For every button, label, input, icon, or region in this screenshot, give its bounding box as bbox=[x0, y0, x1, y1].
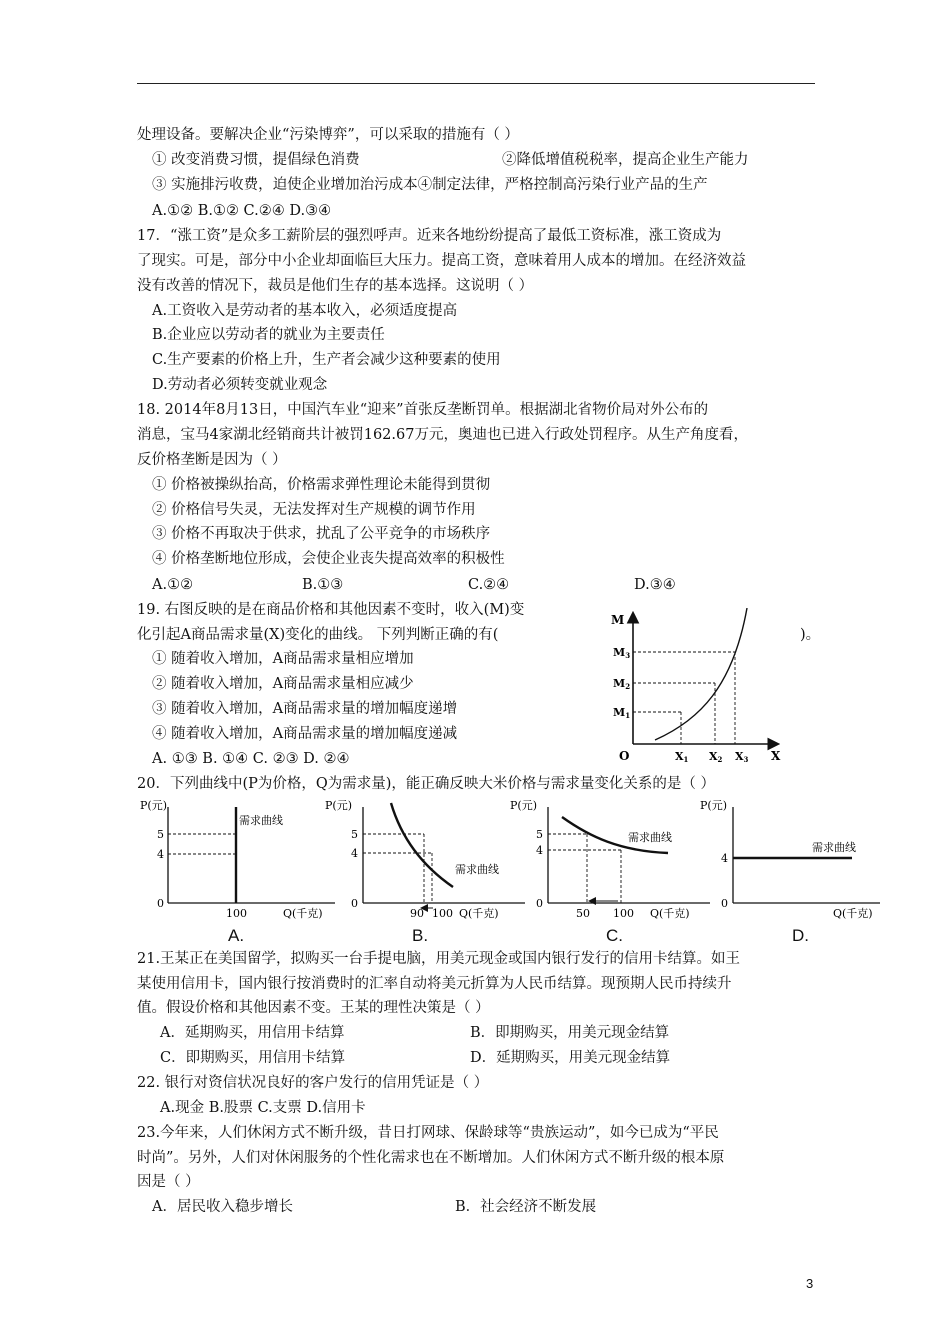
q17-option-d: D.劳动者必须转变就业观念 bbox=[152, 377, 328, 393]
graph-d-p-label: P(元) bbox=[700, 799, 727, 812]
q23-option-b: B．社会经济不断发展 bbox=[455, 1199, 597, 1215]
q19-opt1: ① 随着收入增加，A商品需求量相应增加 bbox=[152, 651, 414, 667]
graph-d-curve-label: 需求曲线 bbox=[812, 841, 856, 854]
q22-line: 22. 银行对资信状况良好的客户发行的信用凭证是（ ） bbox=[137, 1075, 489, 1091]
q21-option-c: C．即期购买，用信用卡结算 bbox=[160, 1050, 346, 1066]
graph-c-tick-100: 100 bbox=[613, 907, 634, 920]
x2-label: X2 bbox=[709, 750, 723, 764]
q21-line2: 某使用信用卡，国内银行按消费时的汇率自动将美元折算为人民币结算。现预期人民币持续升 bbox=[137, 976, 732, 992]
m3-label: M3 bbox=[613, 646, 631, 660]
graph-c bbox=[510, 797, 710, 925]
graph-c-tick-50: 50 bbox=[576, 907, 590, 920]
page-number: 3 bbox=[806, 1276, 814, 1291]
q18-line2: 消息，宝马4家湖北经销商共计被罚162.67万元，奥迪也已进入行政处罚程序。从生产角度看， bbox=[137, 427, 748, 443]
q23-option-a: A．居民收入稳步增长 bbox=[152, 1199, 293, 1215]
q19-line2: 化引起A商品需求量(X)变化的曲线。 下列判断正确的有( bbox=[137, 627, 499, 643]
graph-c-p-label: P(元) bbox=[510, 799, 537, 812]
graph-c-q-label: Q(千克) bbox=[650, 907, 690, 920]
q18-opt3: ③ 价格不再取决于供求，扰乱了公平竞争的市场秩序 bbox=[152, 526, 491, 542]
graph-d-q-label: Q(千克) bbox=[833, 907, 873, 920]
graph-c-label: C. bbox=[606, 926, 623, 945]
graph-b-origin: 0 bbox=[351, 897, 358, 910]
q18-line3: 反价格垄断是因为（ ） bbox=[137, 452, 287, 468]
q18-opt1: ① 价格被操纵抬高，价格需求弹性理论未能得到贯彻 bbox=[152, 477, 491, 493]
q19-line2-end: )。 bbox=[800, 627, 821, 643]
q21-option-a: A．延期购买，用信用卡结算 bbox=[160, 1025, 345, 1041]
m1-label: M1 bbox=[613, 706, 631, 720]
q21-line3: 值。假设价格和其他因素不变。王某的理性决策是（ ） bbox=[137, 1000, 490, 1016]
graph-b-tick-4: 4 bbox=[351, 847, 358, 860]
q21-line1: 21.王某正在美国留学，拟购买一台手提电脑，用美元现金或国内银行发行的信用卡结算。如王 bbox=[137, 951, 741, 967]
graph-a-label: A. bbox=[228, 926, 245, 945]
q19-opt2: ② 随着收入增加，A商品需求量相应减少 bbox=[152, 676, 414, 692]
m2-label: M2 bbox=[613, 677, 631, 691]
q20-line: 20．下列曲线中(P为价格，Q为需求量)，能正确反映大米价格与需求量变化关系的是（ ） bbox=[137, 776, 716, 792]
q16-opt2: ②降低增值税税率，提高企业生产能力 bbox=[502, 152, 749, 168]
demand-curve bbox=[655, 608, 747, 740]
graph-b-tick-90: 90 bbox=[410, 907, 424, 920]
x1-label: X1 bbox=[675, 750, 689, 764]
q19-answers: A. ①③ B. ①④ C. ②③ D. ②④ bbox=[152, 751, 350, 767]
graph-b-tick-100: 100 bbox=[432, 907, 453, 920]
q18-answer-b: B.①③ bbox=[302, 577, 344, 593]
q19-opt4: ④ 随着收入增加，A商品需求量的增加幅度递减 bbox=[152, 726, 458, 742]
graph-a-q-label: Q(千克) bbox=[283, 907, 323, 920]
q17-line2: 了现实。可是，部分中小企业却面临巨大压力。提高工资，意味着用人成本的增加。在经济效益 bbox=[137, 253, 746, 269]
graph-c-origin: 0 bbox=[536, 897, 543, 910]
q17-option-b: B.企业应以劳动者的就业为主要责任 bbox=[152, 327, 385, 343]
q17-line3: 没有改善的情况下，裁员是他们生存的基本选择。这说明（ ） bbox=[137, 278, 534, 294]
graph-a-tick-100: 100 bbox=[226, 907, 247, 920]
x3-label: X3 bbox=[735, 750, 749, 764]
q18-answer-a: A.①② bbox=[152, 577, 194, 593]
q23-line3: 因是（ ） bbox=[137, 1174, 200, 1190]
q23-line2: 时尚”。另外，人们对休闲服务的个性化需求也在不断增加。人们休闲方式不断升级的根本原 bbox=[137, 1150, 725, 1166]
graph-b-curve-label: 需求曲线 bbox=[455, 863, 499, 876]
header-rule bbox=[137, 83, 815, 84]
q18-line1: 18. 2014年8月13日，中国汽车业“迎来”首张反垄断罚单。根据湖北省物价局对外公布的 bbox=[137, 402, 709, 418]
graph-b-q-label: Q(千克) bbox=[459, 907, 499, 920]
graph-a-tick-4: 4 bbox=[157, 848, 164, 861]
graph-b-label: B. bbox=[412, 926, 429, 945]
q23-line1: 23.今年来，人们休闲方式不断升级，昔日打网球、保龄球等“贵族运动”，如今已成为“平民 bbox=[137, 1125, 719, 1141]
graph-d bbox=[700, 797, 885, 925]
q18-opt2: ② 价格信号失灵，无法发挥对生产规模的调节作用 bbox=[152, 502, 476, 518]
q16-tail: 处理设备。要解决企业“污染博弈”，可以采取的措施有（ ） bbox=[137, 127, 519, 143]
graph-b bbox=[325, 797, 525, 925]
graph-d-origin: 0 bbox=[721, 897, 728, 910]
q16-opt1: ① 改变消费习惯，提倡绿色消费 bbox=[152, 152, 360, 168]
q17-option-a: A.工资收入是劳动者的基本收入，必须适度提高 bbox=[152, 303, 458, 319]
q21-option-d: D．延期购买，用美元现金结算 bbox=[470, 1050, 671, 1066]
origin-label: O bbox=[619, 749, 630, 763]
x-axis-label: X bbox=[771, 749, 781, 763]
q16-answers: A.①② B.①② C.②④ D.③④ bbox=[152, 203, 332, 219]
q18-answer-c: C.②④ bbox=[468, 577, 510, 593]
q18-opt4: ④ 价格垄断地位形成，会使企业丧失提高效率的积极性 bbox=[152, 551, 505, 567]
q21-option-b: B．即期购买，用美元现金结算 bbox=[470, 1025, 670, 1041]
q19-line1: 19. 右图反映的是在商品价格和其他因素不变时，收入(M)变 bbox=[137, 602, 525, 618]
graph-d-label: D. bbox=[792, 926, 809, 945]
graph-c-tick-4: 4 bbox=[536, 844, 543, 857]
income-demand-chart bbox=[605, 608, 790, 766]
q17-option-c: C.生产要素的价格上升，生产者会减少这种要素的使用 bbox=[152, 352, 501, 368]
y-axis-label: M bbox=[611, 613, 625, 627]
graph-a bbox=[140, 797, 340, 925]
q19-opt3: ③ 随着收入增加，A商品需求量的增加幅度递增 bbox=[152, 701, 458, 717]
graph-a-curve-label: 需求曲线 bbox=[239, 814, 283, 827]
graph-c-tick-5: 5 bbox=[536, 828, 543, 841]
q18-answer-d: D.③④ bbox=[634, 577, 676, 593]
graph-a-tick-5: 5 bbox=[157, 828, 164, 841]
graph-b-p-label: P(元) bbox=[325, 799, 352, 812]
graph-a-origin: 0 bbox=[157, 897, 164, 910]
graph-a-p-label: P(元) bbox=[140, 799, 167, 812]
q22-answers: A.现金 B.股票 C.支票 D.信用卡 bbox=[160, 1100, 366, 1116]
graph-c-curve-label: 需求曲线 bbox=[628, 831, 672, 844]
graph-d-tick-4: 4 bbox=[721, 852, 728, 865]
graph-b-tick-5: 5 bbox=[351, 828, 358, 841]
graph-b-demand-curve bbox=[391, 803, 453, 887]
q16-opt34: ③ 实施排污收费，迫使企业增加治污成本④制定法律，严格控制高污染行业产品的生产 bbox=[152, 177, 708, 193]
q17-line1: 17．“涨工资”是众多工薪阶层的强烈呼声。近来各地纷纷提高了最低工资标准，涨工资成为 bbox=[137, 228, 722, 244]
